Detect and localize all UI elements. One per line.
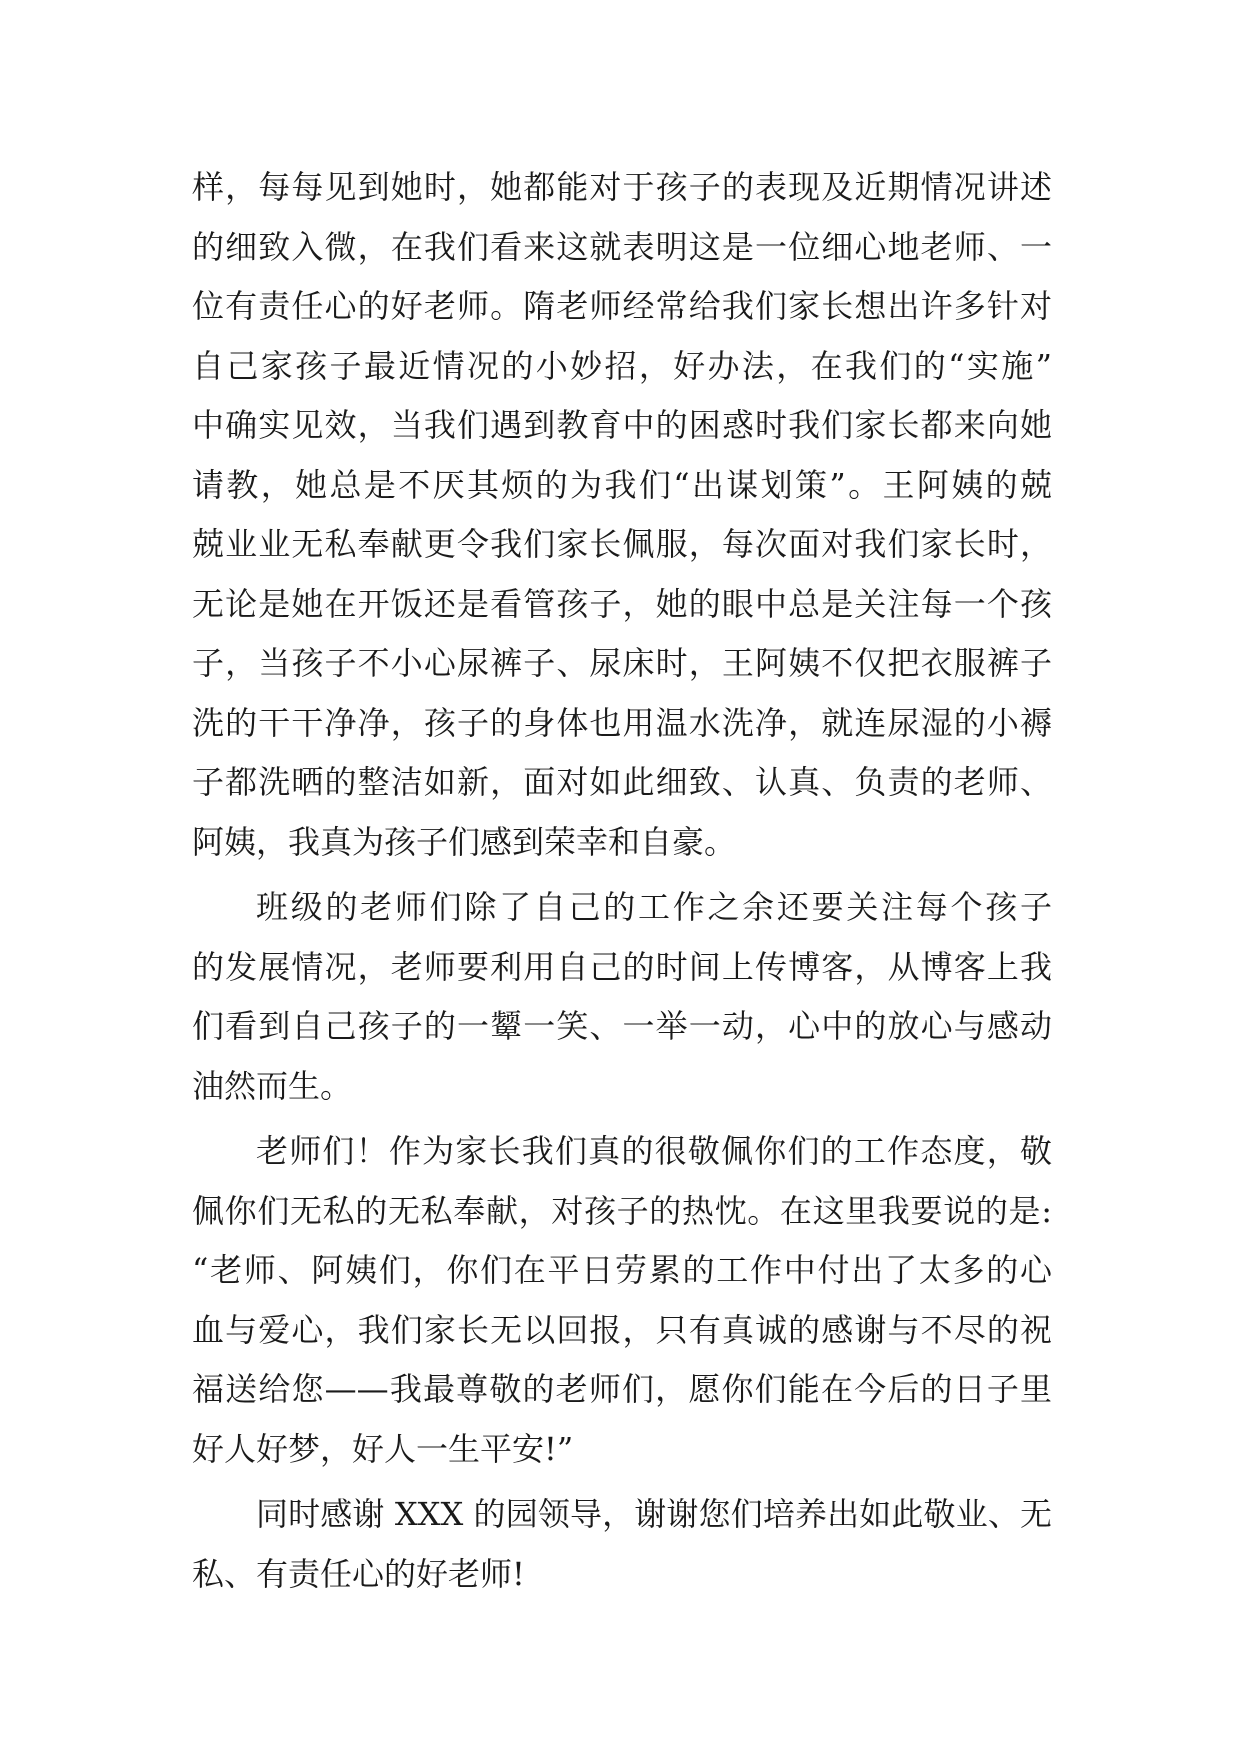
text-line: 同时感谢 XXX 的园领导，谢谢您们培养出如此敬业、无 <box>256 1495 1052 1533</box>
text-line: 血与爱心，我们家长无以回报，只有真诚的感谢与不尽的祝 <box>192 1310 1052 1349</box>
text-line: 老师们！作为家长我们真的很敬佩你们的工作态度，敬 <box>256 1132 1052 1170</box>
text-line: 中确实见效，当我们遇到教育中的困惑时我们家长都来向她 <box>192 406 1052 444</box>
text-line: 班级的老师们除了自己的工作之余还要关注每个孩子 <box>256 888 1052 926</box>
text-line: 们看到自己孩子的一颦一笑、一举一动，心中的放心与感动 <box>192 1007 1052 1045</box>
text-line: 佩你们无私的无私奉献，对孩子的热忱。在这里我要说的是: <box>192 1191 1052 1230</box>
text-line: 样，每每见到她时，她都能对于孩子的表现及近期情况讲述 <box>192 168 1052 206</box>
text-line: 的细致入微，在我们看来这就表明这是一位细心地老师、一 <box>192 227 1052 266</box>
paragraph-2 <box>192 878 1052 1116</box>
text-line: 子都洗晒的整洁如新，面对如此细致、认真、负责的老师、 <box>192 763 1052 801</box>
text-line: 的发展情况，老师要利用自己的时间上传博客，从博客上我 <box>192 947 1052 986</box>
text-line: 兢业业无私奉献更令我们家长佩服，每次面对我们家长时， <box>192 525 1052 563</box>
text-line: 无论是她在开饭还是看管孩子，她的眼中总是关注每一个孩 <box>192 584 1052 623</box>
text-line: 好人好梦，好人一生平安!” <box>192 1429 574 1468</box>
text-line: 油然而生。 <box>192 1066 353 1105</box>
text-line: 位有责任心的好老师。隋老师经常给我们家长想出许多针对 <box>192 287 1052 325</box>
text-line: 请教，她总是不厌其烦的为我们“出谋划策”。王阿姨的兢 <box>192 465 1052 504</box>
text-line: “老师、阿姨们，你们在平日劳累的工作中付出了太多的心 <box>192 1251 1052 1289</box>
text-line: 子，当孩子不小心尿裤子、尿床时，王阿姨不仅把衣服裤子 <box>192 644 1052 682</box>
text-line: 阿姨，我真为孩子们感到荣幸和自豪。 <box>192 822 737 861</box>
paragraph-3 <box>192 1122 1052 1479</box>
text-line: 福送给您——我最尊敬的老师们，愿你们能在今后的日子里 <box>192 1370 1052 1408</box>
document-body <box>192 158 1052 1604</box>
text-line: 洗的干干净净，孩子的身体也用温水洗净，就连尿湿的小褥 <box>192 703 1052 742</box>
text-line: 私、有责任心的好老师! <box>192 1554 525 1593</box>
paragraph-1 <box>192 158 1052 872</box>
paragraph-4 <box>192 1485 1052 1604</box>
text-line: 自己家孩子最近情况的小妙招，好办法，在我们的“实施” <box>192 346 1052 385</box>
